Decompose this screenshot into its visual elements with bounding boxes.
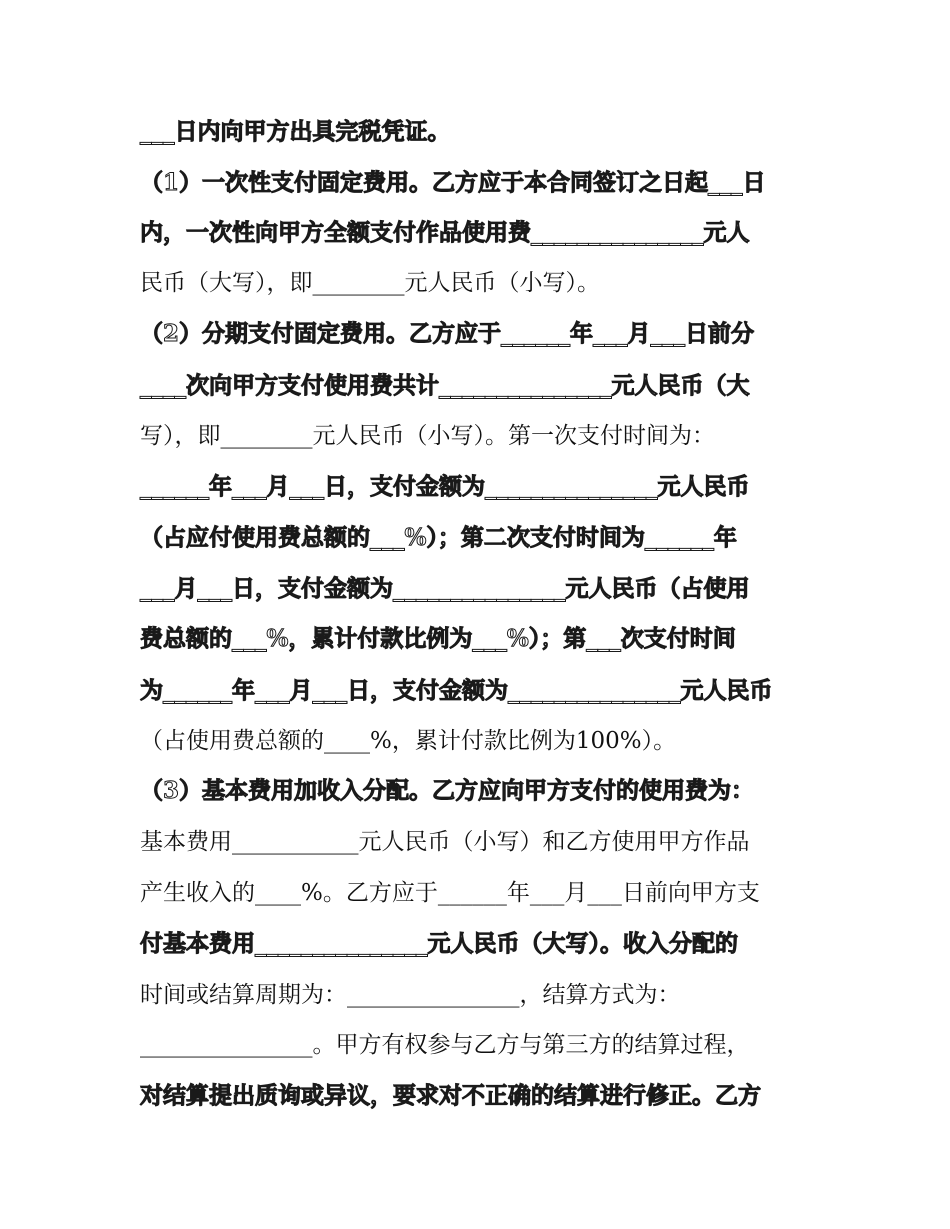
text-line: 民币（大写），即________元人民币（小写）。 [140,270,600,296]
text-line: 费总额的___%，累计付款比例为___%）；第___次支付时间 [140,625,736,652]
text-line: ___日内向甲方出具完税凭证。 [140,118,451,145]
text-line: ___月___日，支付金额为_______________元人民币（占使用 [140,575,750,602]
text-line: （占应付使用费总额的___%）；第二次支付时间为______年 [140,524,737,551]
text-line: （1）一次性支付固定费用。乙方应于本合同签订之日起___日 [140,169,766,196]
text-line: 付基本费用_______________元人民币（大写）。收入分配的 [140,930,738,957]
text-line: 内，一次性向甲方全额支付作品使用费_______________元人 [140,219,750,246]
text-line: （2）分期支付固定费用。乙方应于______年___月___日前分 [140,320,755,347]
text-line: 对结算提出质询或异议，要求对不正确的结算进行修正。乙方 [140,1082,761,1109]
text-line: 产生收入的____%。乙方应于______年___月___日前向甲方支 [140,880,760,906]
text-line: 时间或结算周期为：_______________，结算方式为： [140,982,681,1008]
text-line: （占使用费总额的____%，累计付款比例为100%）。 [140,728,677,754]
text-line: ____次向甲方支付使用费共计_______________元人民币（大 [140,372,750,399]
text-line: 写），即________元人民币（小写）。第一次支付时间为： [140,423,715,449]
text-line: （3）基本费用加收入分配。乙方应向甲方支付的使用费为： [140,777,755,804]
text-line: 为______年___月___日，支付金额为_______________元人民币 [140,677,773,704]
text-line: _______________。甲方有权参与乙方与第三方的结算过程， [140,1032,750,1058]
text-line: 基本费用___________元人民币（小写）和乙方使用甲方作品 [140,829,750,855]
text-line: ______年___月___日，支付金额为_______________元人民币 [140,473,750,500]
